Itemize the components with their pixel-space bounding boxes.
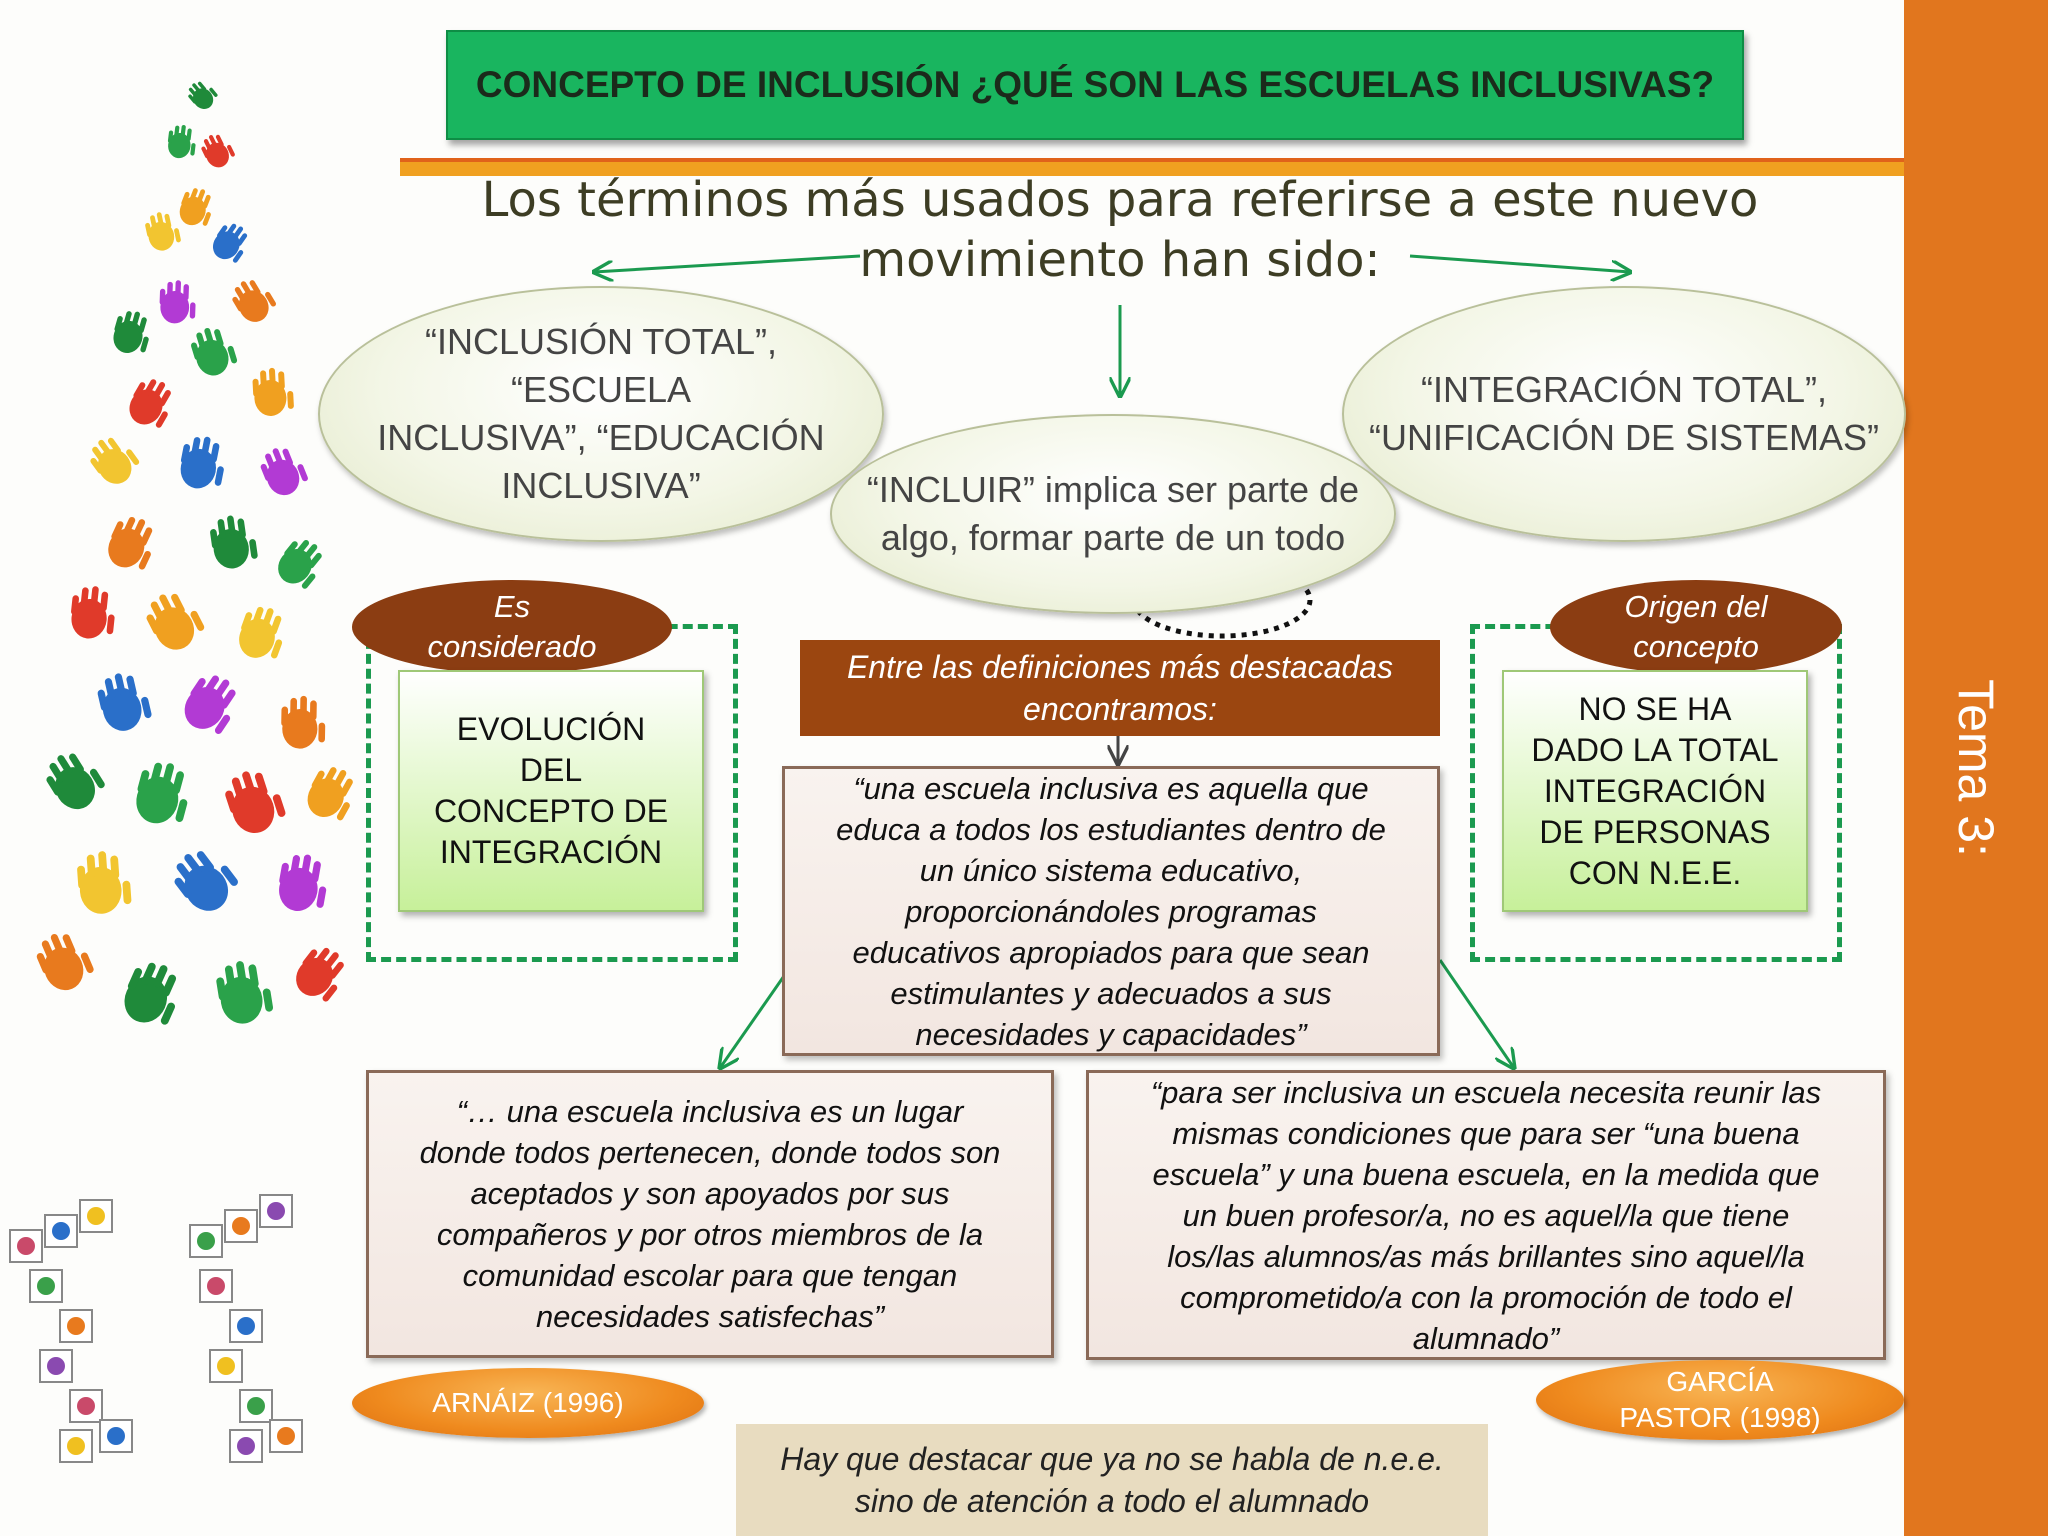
box-line: CONCEPTO DE (433, 793, 669, 829)
box-line: DADO LA TOTAL (1531, 731, 1779, 768)
author-label: GARCÍA (1666, 1366, 1774, 1397)
header-line: Entre las definiciones más destacadas (846, 649, 1394, 685)
author-pill-garcia-pastor (1536, 1360, 1904, 1440)
quote-line: necesidades satisfechas” (535, 1299, 885, 1334)
garcia-pastor-quote-box (1086, 1070, 1886, 1360)
author-label: ARNÁIZ (1996) (432, 1387, 624, 1418)
box-line: INTEGRACIÓN (439, 834, 663, 870)
term-line: INCLUSIVA” (501, 465, 701, 506)
terms-ellipse-left (318, 286, 884, 542)
tag-line: considerado (427, 629, 597, 664)
term-line: “UNIFICACIÓN DE SISTEMAS” (1368, 417, 1880, 458)
quote-line: compañeros y por otros miembros de la (436, 1217, 984, 1252)
quote-line: comprometido/a con la promoción de todo el (1180, 1279, 1792, 1315)
term-line: “INCLUSIÓN TOTAL”, “ESCUELA (424, 321, 778, 410)
quote-line: donde todos pertenecen, donde todos son (419, 1135, 1001, 1170)
subtitle-line: movimiento han sido: (859, 232, 1381, 288)
definition-line: educativos apropiados para que sean (852, 934, 1370, 970)
quote-line: “para ser inclusiva un escuela necesita reunir las (1150, 1074, 1822, 1110)
integration-status-box (1502, 670, 1808, 912)
considered-tag (352, 580, 672, 674)
note-line: Hay que destacar que ya no se habla de n.e.e. (780, 1441, 1444, 1477)
box-line: DEL (519, 752, 583, 788)
subtitle-line: Los términos más usados para referirse a este nuevo (481, 172, 1759, 228)
include-definition-ellipse (830, 414, 1396, 614)
definition-line: proporcionándoles programas (905, 893, 1317, 929)
closing-note (736, 1424, 1488, 1536)
arnaiz-quote-box (366, 1070, 1054, 1358)
definition-line: “una escuela inclusiva es aquella que (853, 770, 1369, 806)
quote-line: aceptados y son apoyados por sus (470, 1176, 950, 1211)
arrow-to-right-terms (1410, 256, 1630, 272)
arrow-to-left-quote (720, 976, 784, 1068)
terms-ellipse-right (1342, 286, 1906, 542)
arrow-to-right-quote (1440, 960, 1514, 1068)
author-pill-arnaiz (352, 1368, 704, 1438)
quote-line: mismas condiciones que para ser “una buena (1172, 1115, 1800, 1151)
sidebar-topic-label: Tema 3: (1948, 679, 2005, 857)
box-line: DE PERSONAS (1539, 813, 1771, 850)
integration-evolution-box (398, 670, 704, 912)
main-definition-box (782, 766, 1440, 1056)
quote-line: comunidad escolar para que tengan (462, 1258, 958, 1293)
definition-line: un único sistema educativo, (919, 852, 1303, 888)
quote-line: escuela” y una buena escuela, en la medida que (1152, 1156, 1820, 1192)
tag-line: concepto (1633, 629, 1759, 664)
box-line: CON N.E.E. (1568, 854, 1742, 891)
term-line: INCLUSIVA”, “EDUCACIÓN (377, 417, 825, 458)
note-line: sino de atención a todo el alumnado (854, 1483, 1370, 1519)
definition-line: necesidades y capacidades” (915, 1016, 1307, 1052)
box-line: EVOLUCIÓN (456, 711, 646, 747)
arrow-to-left-terms (594, 256, 860, 272)
concept-origin-tag (1550, 580, 1842, 674)
box-line: INTEGRACIÓN (1543, 772, 1767, 809)
quote-line: un buen profesor/a, no es aquel/la que tiene (1182, 1197, 1790, 1233)
page-title: CONCEPTO DE INCLUSIÓN ¿QUÉ SON LAS ESCUELAS INCLUSIVAS? (475, 64, 1715, 105)
tag-line: Es (493, 589, 531, 624)
tag-line: Origen del (1624, 589, 1768, 624)
term-line: “INCLUIR” implica ser parte de (866, 469, 1360, 510)
header-line: encontramos: (1023, 691, 1217, 727)
term-line: “INTEGRACIÓN TOTAL”, (1420, 369, 1828, 410)
quote-line: alumnado” (1412, 1320, 1560, 1356)
term-line: algo, formar parte de un todo (880, 517, 1346, 558)
definition-line: estimulantes y adecuados a sus (890, 975, 1332, 1011)
quote-line: “… una escuela inclusiva es un lugar (456, 1094, 964, 1129)
definition-line: educa a todos los estudiantes dentro de (836, 811, 1386, 847)
definitions-header (800, 640, 1440, 736)
author-label: PASTOR (1998) (1619, 1402, 1821, 1433)
quote-line: los/las alumnos/as más brillantes sino aquel/la (1167, 1238, 1805, 1274)
box-line: NO SE HA (1578, 690, 1732, 727)
